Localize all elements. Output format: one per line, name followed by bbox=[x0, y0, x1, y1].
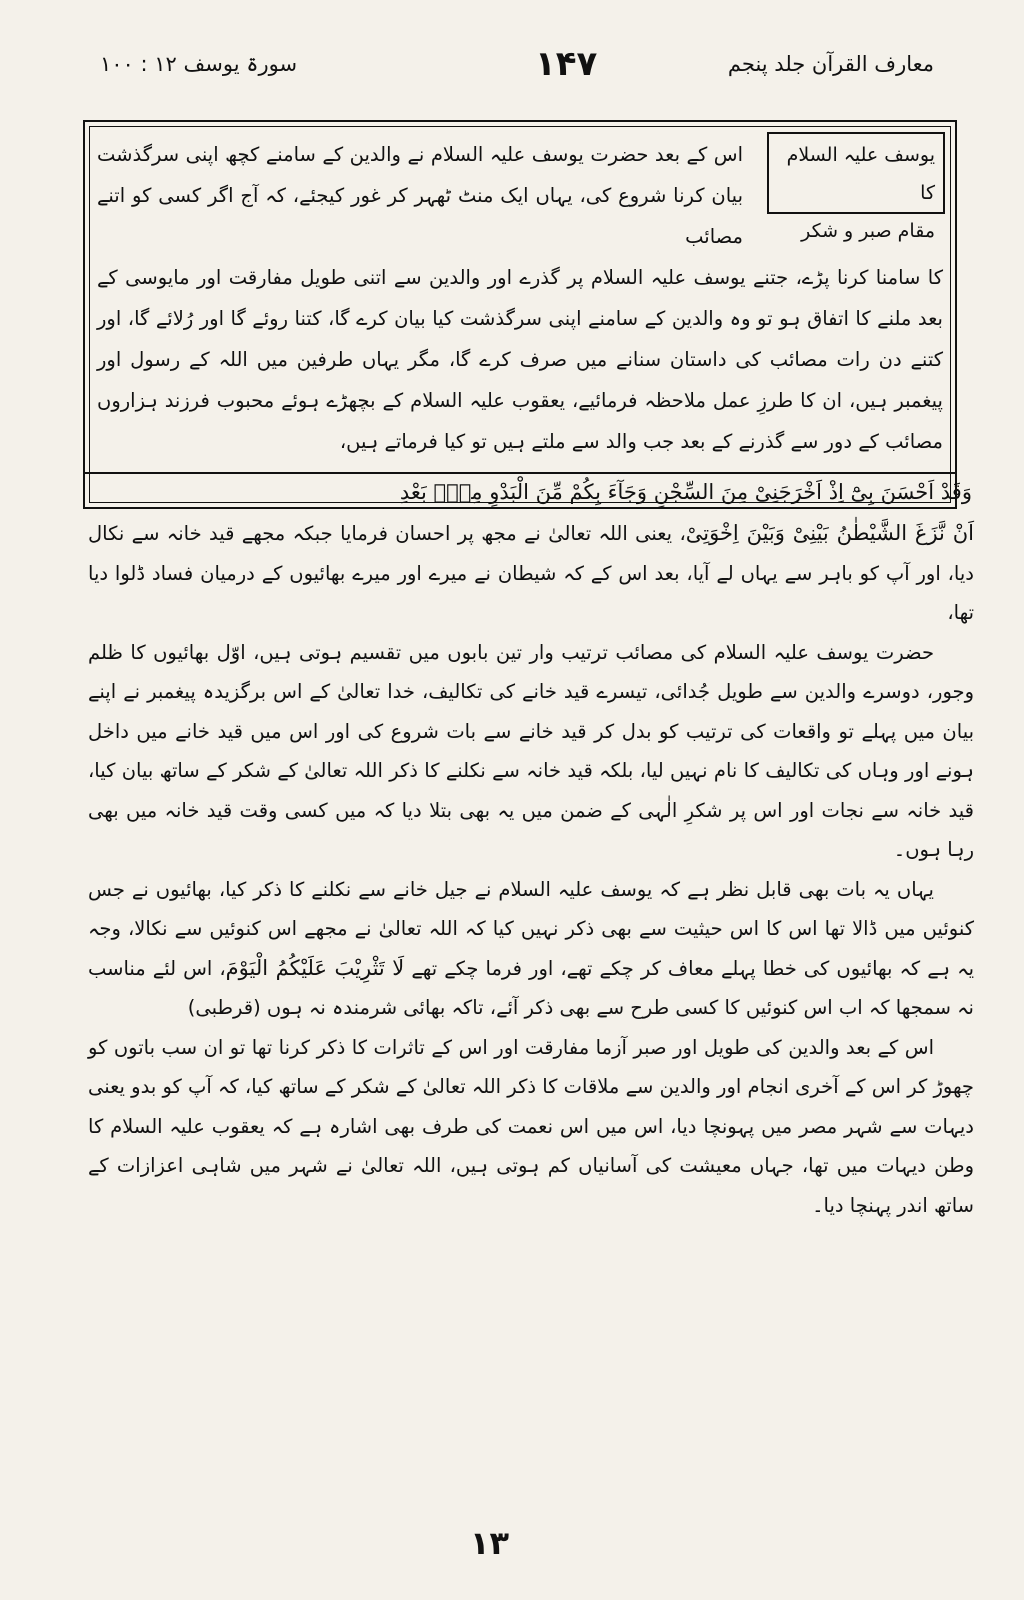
paragraph-4: اس کے بعد والدین کی طویل اور صبر آزما مفارقت اور اس کے تاثرات کا ذکر کرنا تھا تو ان سب باتوں کو چھوڑ کر اس کے آخری انجام اور والدین سے ملاقات کا ذکر اللہ تعالیٰ کے شکر کے ساتھ کیا، کہ آپ کو بدو یعنی دیہات سے شہر مصر میں پہونچا دیا، اس میں اس نعمت کی طرف بھی اشارہ ہے کہ یعقوب علیہ السلام کا وطن دیہات میں تھا، جہاں معیشت کی آسانیاں کم ہوتی ہیں، اللہ تعالیٰ نے شہر میں شاہی اعزازات کے ساتھ اندر پہنچا دیا۔ bbox=[88, 1035, 974, 1217]
paragraph-3-text-b: ، اس لئے مناسب نہ سمجھا کہ اب اس کنوئیں کا کسی طرح سے بھی ذکر آئے، تاکہ بھائی شرمندہ نہ ہوں (قرطبی) bbox=[88, 956, 974, 1019]
main-text bbox=[88, 514, 974, 1225]
page-header bbox=[80, 42, 974, 92]
framed-text-continuation: کا سامنا کرنا پڑے، جتنے یوسف علیہ السلام پر گذرے اور والدین سے اتنی طویل مفارقت اور مایوسی کے بعد ملنے کا اتفاق ہو تو وہ والدین کے سامنے اپنی سرگذشت کیا بیان کرے گا، کتنا روئے گا اور رُلائے گا، اور کتنے دن رات مصائب کی داستان سنانے میں صرف کرے گا، مگر یہاں طرفین میں اللہ کے رسول اور پیغمبر ہیں، ان کا طرزِ عمل ملاحظہ فرمائیے، یعقوب علیہ السلام کے بچھڑے ہوئے محبوب فرزند ہزاروں مصائب کے دور سے گذرنے کے بعد جب والد سے ملتے ہیں تو کیا فرماتے ہیں، bbox=[97, 266, 943, 453]
paragraph-3 bbox=[88, 870, 974, 1028]
header-book-title: معارف القرآن جلد پنجم bbox=[727, 52, 934, 76]
header-surah-ref: سورۃ یوسف ۱۲ : ۱۰۰ bbox=[100, 52, 298, 76]
quran-verse-inline: اَنْ نَّزَغَ الشَّیْطٰنُ بَیْنِیْ وَبَیْنَ اِخْوَتِیْ bbox=[685, 521, 974, 545]
quran-verse-inline-2: لَا تَثْرِیْبَ عَلَیْکُمُ الْیَوْمَ bbox=[225, 955, 405, 980]
framed-text-opening: اس کے بعد حضرت یوسف علیہ السلام نے والدین کے سامنے کچھ اپنی سرگذشت بیان کرنا شروع کی، یہاں ایک منٹ ٹھہر کر غور کیجئے، کہ آج اگر کسی کو اتنے مصائب bbox=[97, 143, 743, 248]
page-footer-number: ۱۳ bbox=[470, 1524, 510, 1562]
paragraph-2: حضرت یوسف علیہ السلام کی مصائب ترتیب وار تین بابوں میں تقسیم ہوتی ہیں، اوّل بھائیوں کا ظلم وجور، دوسرے والدین سے طویل جُدائی، تیسرے قید خانے کی تکالیف، خدا تعالیٰ کے اس برگزیدہ پیغمبر نے اپنے بیان میں پہلے تو واقعات کی ترتیب کو بدل کر قید خانے سے بات شروع کی اور اس میں قید خانے میں داخل ہونے اور وہاں کی تکالیف کا نام نہیں لیا، بلکہ قید خانہ سے نکلنے کا ذکر اللہ تعالیٰ کے شکر کے ساتھ بیان کیا، قید خانہ سے نجات اور اس پر شکرِ الٰہی کے ضمن میں یہ بھی بتلا دیا کہ میں کسی وقت قید خانہ میں بھی رہا ہوں۔ bbox=[88, 640, 974, 861]
paragraph-1 bbox=[88, 514, 974, 633]
framed-section bbox=[83, 120, 957, 509]
page-number: ۱۴۷ bbox=[535, 44, 598, 84]
margin-heading-line2: مقام صبر و شکر bbox=[801, 220, 935, 242]
quran-verse-line: وَقَدْ اَحْسَنَ بِیْٓ اِذْ اَخْرَجَنِیْ مِنَ السِّجْنِ وَجَآءَ بِکُمْ مِّنَ الْبَدْوِ مِنْۢ بَعْدِ bbox=[399, 480, 972, 504]
framed-text bbox=[97, 134, 943, 462]
paragraph-3-text-a: یہاں یہ بات بھی قابل نظر ہے کہ یوسف علیہ السلام نے جیل خانے سے نکلنے کا ذکر کیا، بھائیوں نے جس کنوئیں میں ڈالا تھا اس کا اس حیثیت سے بھی ذکر نہیں کیا کہ اللہ تعالیٰ نے مجھے اس کنوئیں سے نکالا، وجہ یہ ہے کہ بھائیوں کی خطا پہلے معاف کر چکے تھے، اور فرما چکے تھے bbox=[88, 877, 975, 980]
paragraph-1-text: ، یعنی اللہ تعالیٰ نے مجھ پر احسان فرمایا جبکہ مجھے قید خانہ سے نکال دیا، اور آپ کو باہر سے یہاں لے آیا، بعد اس کے کہ شیطان نے میرے اور میرے بھائیوں کے درمیان فساد ڈلوا دیا تھا، bbox=[88, 522, 974, 624]
margin-heading-line1: یوسف علیہ السلام کا bbox=[786, 144, 935, 204]
